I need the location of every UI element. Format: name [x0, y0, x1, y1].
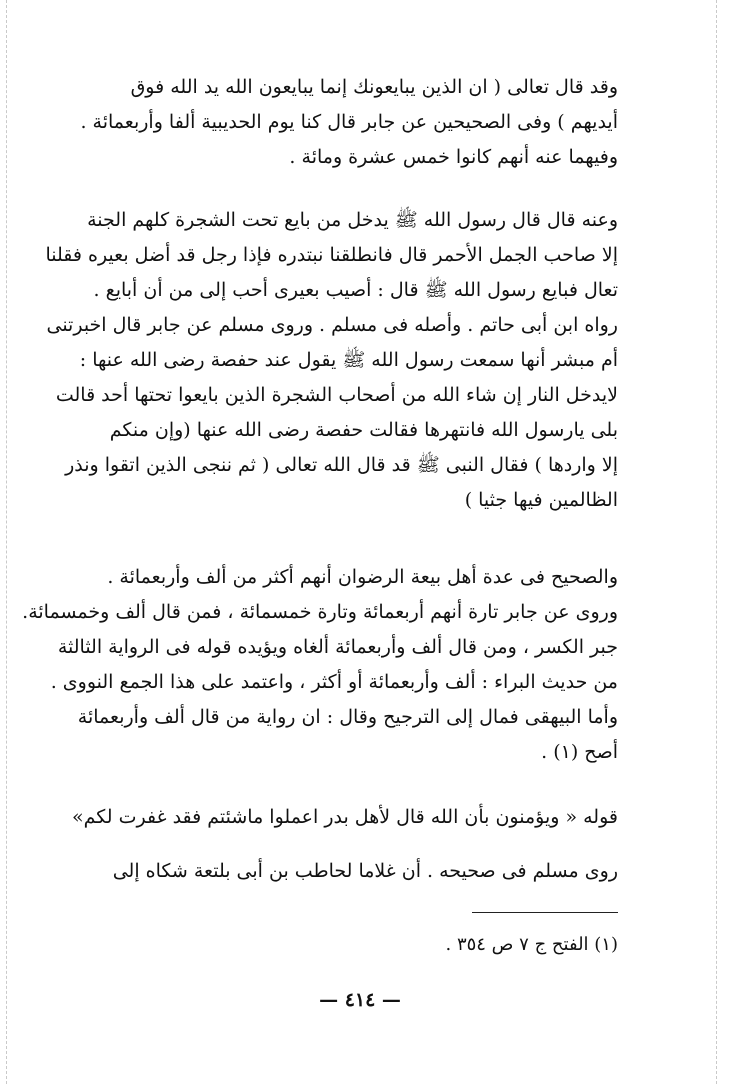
paragraph-1 — [80, 70, 618, 175]
text-line: أصح (١) . — [541, 741, 618, 763]
text-line: تعال فبايع رسول الله ﷺ قال : أصيب بعيرى أحب إلى من أن أبايع . — [93, 279, 618, 301]
text-line: قوله « ويؤمنون بأن الله قال لأهل بدر اعملوا ماشئتم فقد غفرت لكم» — [72, 806, 618, 828]
text-line: جبر الكسر ، ومن قال ألف وأربعمائة ألغاه ويؤيده قوله فى الرواية الثالثة — [57, 636, 618, 658]
text-line: وأما البيهقى فمال إلى الترجيح وقال : ان رواية من قال ألف وأربعمائة — [77, 706, 618, 728]
text-line: وفيهما عنه أنهم كانوا خمس عشرة ومائة . — [289, 146, 618, 168]
footnote-divider — [472, 912, 618, 913]
text-line: من حديث البراء : ألف وأربعمائة أو أكثر ، واعتمد على هذا الجمع النووى . — [50, 671, 618, 693]
footnote: (١) الفتح ج ٧ ص ٣٥٤ . — [445, 934, 618, 955]
text-line: الظالمين فيها جثيا ) — [464, 489, 618, 511]
text-line: روى مسلم فى صحيحه . أن غلاما لحاطب بن أبى بلتعة شكاه إلى — [112, 860, 618, 882]
page-number: — ٤١٤ — — [319, 989, 401, 1011]
text-line: وقد قال تعالى ( ان الذين يبايعونك إنما يبايعون الله يد الله فوق — [130, 76, 618, 98]
paragraph-4 — [72, 800, 618, 889]
scan-edge-right — [716, 0, 717, 1084]
scan-edge-left — [6, 0, 7, 1084]
text-line: والصحيح فى عدة أهل بيعة الرضوان أنهم أكثر من ألف وأربعمائة . — [107, 566, 618, 588]
text-line: إلا واردها ) فقال النبى ﷺ قد قال الله تعالى ( ثم ننجى الذين اتقوا ونذر — [65, 454, 618, 476]
paragraph-3 — [22, 560, 618, 770]
text-line: أم مبشر أنها سمعت رسول الله ﷺ يقول عند حفصة رضى الله عنها : — [79, 349, 618, 371]
paragraph-2 — [45, 203, 618, 518]
text-line: أيديهم ) وفى الصحيحين عن جابر قال كنا يوم الحديبية ألفا وأربعمائة . — [80, 111, 618, 133]
text-line: لايدخل النار إن شاء الله من أصحاب الشجرة الذين بايعوا تحتها أحد قالت — [55, 384, 618, 406]
text-line: رواه ابن أبى حاتم . وأصله فى مسلم . وروى مسلم عن جابر قال اخبرتنى — [46, 314, 618, 336]
text-line: وعنه قال قال رسول الله ﷺ يدخل من بايع تحت الشجرة كلهم الجنة — [87, 209, 618, 231]
text-line: إلا صاحب الجمل الأحمر قال فانطلقنا نبتدره فإذا رجل قد أضل بعيره فقلنا — [45, 244, 618, 266]
text-line: بلى يارسول الله فانتهرها فقالت حفصة رضى الله عنها (وإن منكم — [109, 419, 618, 441]
text-line: وروى عن جابر تارة أنهم أربعمائة وتارة خمسمائة ، فمن قال ألف وخمسمائة. — [22, 601, 618, 623]
